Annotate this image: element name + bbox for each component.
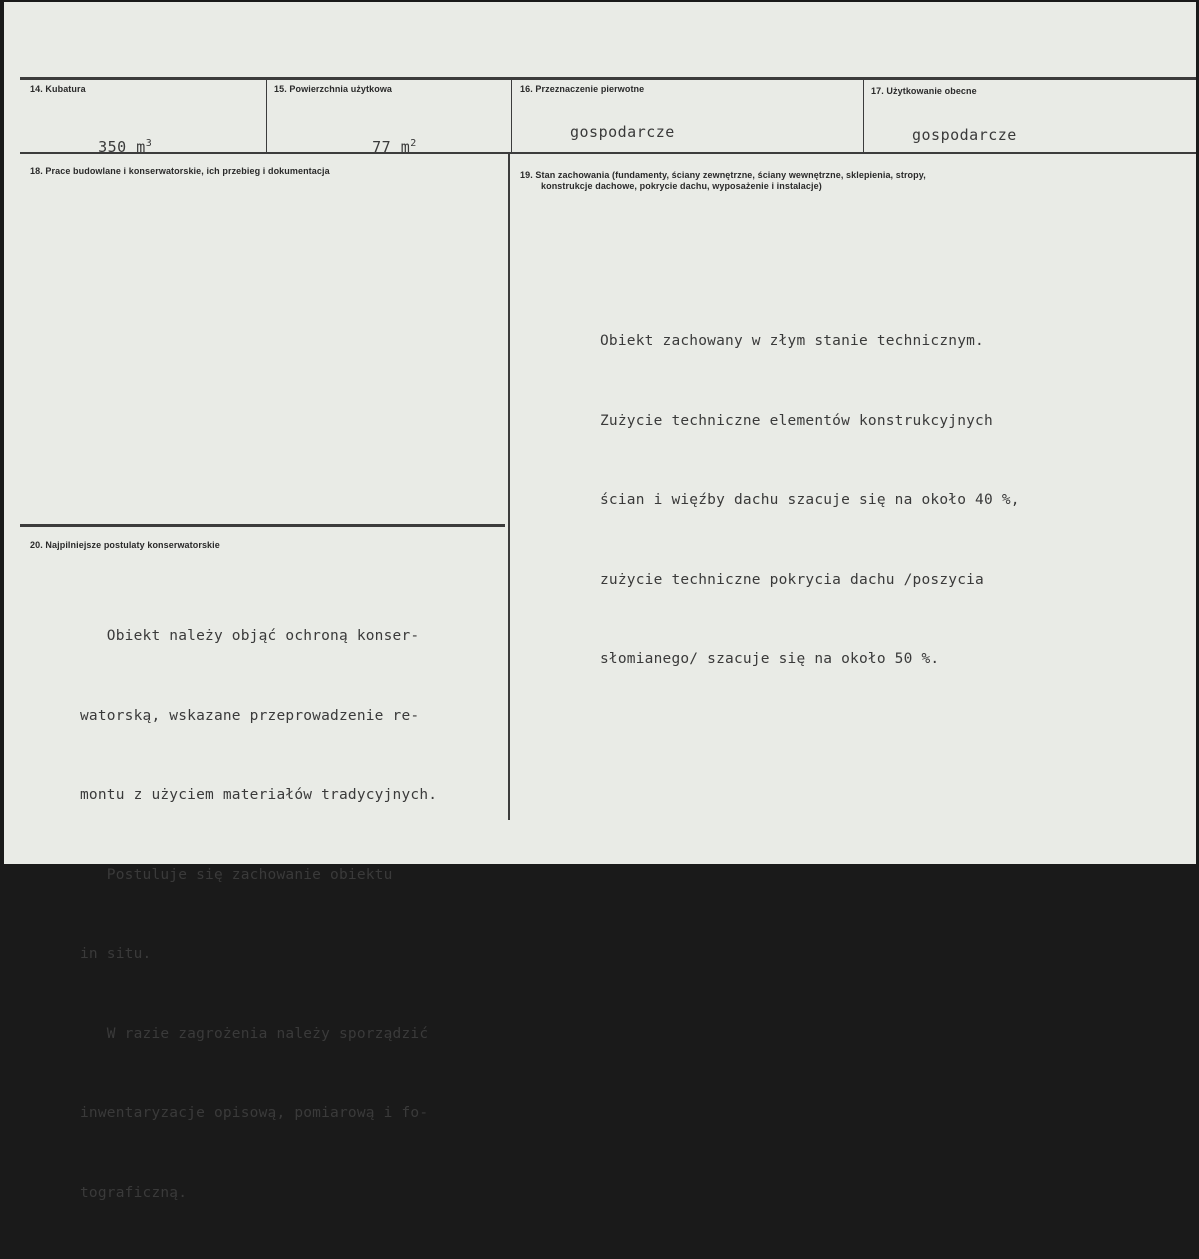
powierzchnia-label: 15. Powierzchnia użytkowa <box>274 84 393 94</box>
row1-divider-1 <box>266 79 267 153</box>
inventory-card <box>4 2 1196 1201</box>
prace-label: 18. Prace budowlane i konserwatorskie, ich przebieg i dokumentacja <box>30 166 330 176</box>
row1-divider-3 <box>863 79 864 153</box>
przeznaczenie-label: 16. Przeznaczenie pierwotne <box>520 84 645 94</box>
stan-line: zużycie techniczne pokrycia dachu /poszycia <box>600 571 984 588</box>
section20-top-rule <box>20 524 505 527</box>
powierzchnia-value <box>334 120 417 174</box>
stan-label-line2: konstrukcje dachowe, pokrycie dachu, wyposażenie i instalacje) <box>541 181 822 191</box>
stan-line: Obiekt zachowany w złym stanie technicznym. <box>600 333 984 349</box>
stan-text <box>600 275 1020 726</box>
postulaty-line: tograficzną. <box>80 1184 188 1201</box>
row1-divider-2 <box>511 79 512 153</box>
uzytkowanie-label: 17. Użytkowanie obecne <box>871 86 977 96</box>
stan-line: Zużycie techniczne elementów konstrukcyjnych <box>600 412 993 429</box>
stan-line: ścian i więźby dachu szacuje się na około 40 %, <box>600 492 1020 508</box>
uzytkowanie-value: gospodarcze <box>912 126 1017 144</box>
kubatura-label: 14. Kubatura <box>30 84 86 94</box>
kubatura-number: 350 m <box>98 138 146 156</box>
stan-label-line1: 19. Stan zachowania (fundamenty, ściany zewnętrzne, ściany wewnętrzne, sklepienia, stropy, <box>520 170 926 180</box>
main-column-divider <box>508 153 510 820</box>
kubatura-exponent: 3 <box>145 138 153 149</box>
postulaty-line: Postuluje się zachowanie obiektu <box>80 866 393 883</box>
postulaty-line: in situ. <box>80 946 152 962</box>
postulaty-line: inwentaryzacje opisową, pomiarową i fo- <box>80 1105 429 1121</box>
postulaty-line: montu z użyciem materiałów tradycyjnych. <box>80 787 438 803</box>
przeznaczenie-value: gospodarcze <box>570 123 675 141</box>
postulaty-line: Obiekt należy objąć ochroną konser- <box>80 628 420 644</box>
stan-line: słomianego/ szacuje się na około 50 %. <box>600 651 940 667</box>
postulaty-label: 20. Najpilniejsze postulaty konserwatorskie <box>30 540 220 550</box>
postulaty-text <box>80 570 437 1259</box>
postulaty-line: W razie zagrożenia należy sporządzić <box>80 1025 429 1042</box>
top-rule <box>20 77 1196 80</box>
row1-bottom-rule <box>20 152 1196 154</box>
postulaty-line: watorską, wskazane przeprowadzenie re- <box>80 707 420 724</box>
powierzchnia-number: 77 m <box>372 138 411 156</box>
powierzchnia-exponent: 2 <box>410 138 417 149</box>
